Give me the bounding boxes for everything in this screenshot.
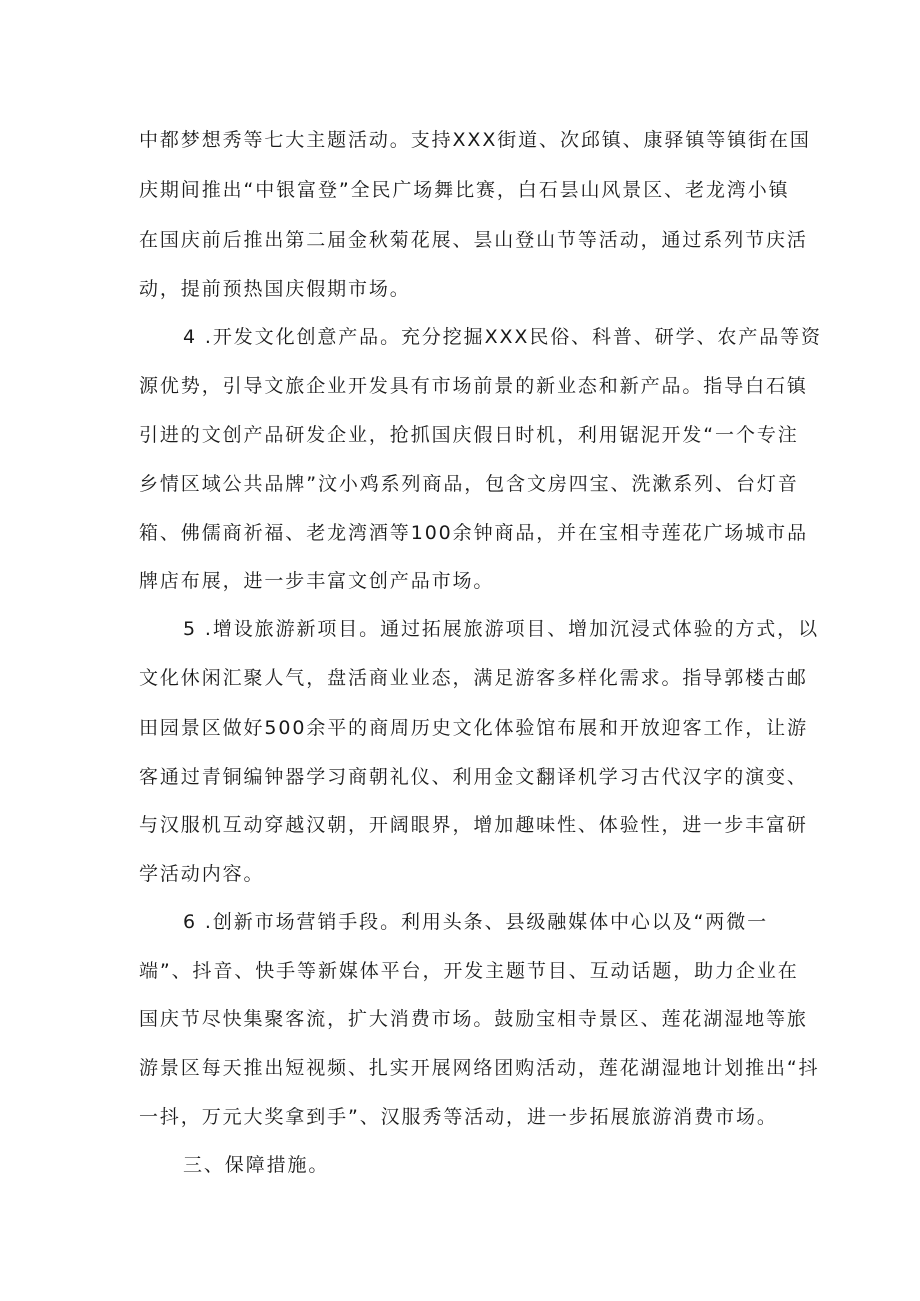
paragraph-4-line-4: 乡情区域公共品牌”汶小鸡系列商品，包含文房四宝、洗漱系列、台灯音	[139, 473, 799, 495]
paragraph-6-line-4: 游景区每天推出短视频、扎实开展网络团购活动，莲花湖湿地计划推出“抖	[139, 1057, 820, 1079]
paragraph-1-line-4: 动，提前预热国庆假期市场。	[139, 278, 411, 300]
paragraph-5-line-3: 田园景区做好500余平的商周历史文化体验馆布展和开放迎客工作，让游	[139, 717, 808, 739]
paragraph-4-line-1: 4 .开发文化创意产品。充分挖掘XXX民俗、科普、研学、农产品等资	[183, 326, 822, 348]
paragraph-5-line-2: 文化休闲汇聚人气，盘活商业业态，满足游客多样化需求。指导郭楼古邮	[139, 667, 808, 689]
paragraph-5-line-5: 与汉服机互动穿越汉朝，开阔眼界，增加趣味性、体验性，进一步丰富研	[139, 814, 808, 836]
paragraph-5-line-4: 客通过青铜编钟器学习商朝礼仪、利用金文翻译机学习古代汉字的演变、	[139, 766, 808, 788]
paragraph-1-line-3: 在国庆前后推出第二届金秋菊花展、昙山登山节等活动，通过系列节庆活	[139, 229, 808, 251]
section-heading: 三、保障措施。	[183, 1154, 330, 1176]
paragraph-4-line-2: 源优势，引导文旅企业开发具有市场前景的新业态和新产品。指导白石镇	[139, 375, 808, 397]
paragraph-5-line-6: 学活动内容。	[139, 863, 265, 885]
paragraph-6-line-2: 端”、抖音、快手等新媒体平台，开发主题节目、互动话题，助力企业在	[139, 960, 799, 982]
paragraph-6-line-1: 6 .创新市场营销手段。利用头条、县级融媒体中心以及“两微一	[183, 911, 769, 933]
paragraph-6-line-5: 一抖，万元大奖拿到手”、汉服秀等活动，进一步拓展旅游消费市场。	[139, 1106, 778, 1128]
paragraph-4-line-6: 牌店布展，进一步丰富文创产品市场。	[139, 570, 495, 592]
paragraph-1-line-2: 庆期间推出“中银富登”全民广场舞比赛，白石昙山风景区、老龙湾小镇	[139, 179, 790, 201]
paragraph-1-line-1: 中都梦想秀等七大主题活动。支持XXX街道、次邱镇、康驿镇等镇街在国	[139, 129, 811, 151]
paragraph-4-line-3: 引进的文创产品研发企业，抢抓国庆假日时机，利用锯泥开发“一个专注	[139, 424, 799, 446]
paragraph-6-line-3: 国庆节尽快集聚客流，扩大消费市场。鼓励宝相寺景区、莲花湖湿地等旅	[139, 1008, 808, 1030]
paragraph-5-line-1: 5 .增设旅游新项目。通过拓展旅游项目、增加沉浸式体验的方式，以	[183, 618, 819, 640]
paragraph-4-line-5: 箱、佛儒商祈福、老龙湾酒等100余钟商品，并在宝相寺莲花广场城市品	[139, 522, 808, 544]
